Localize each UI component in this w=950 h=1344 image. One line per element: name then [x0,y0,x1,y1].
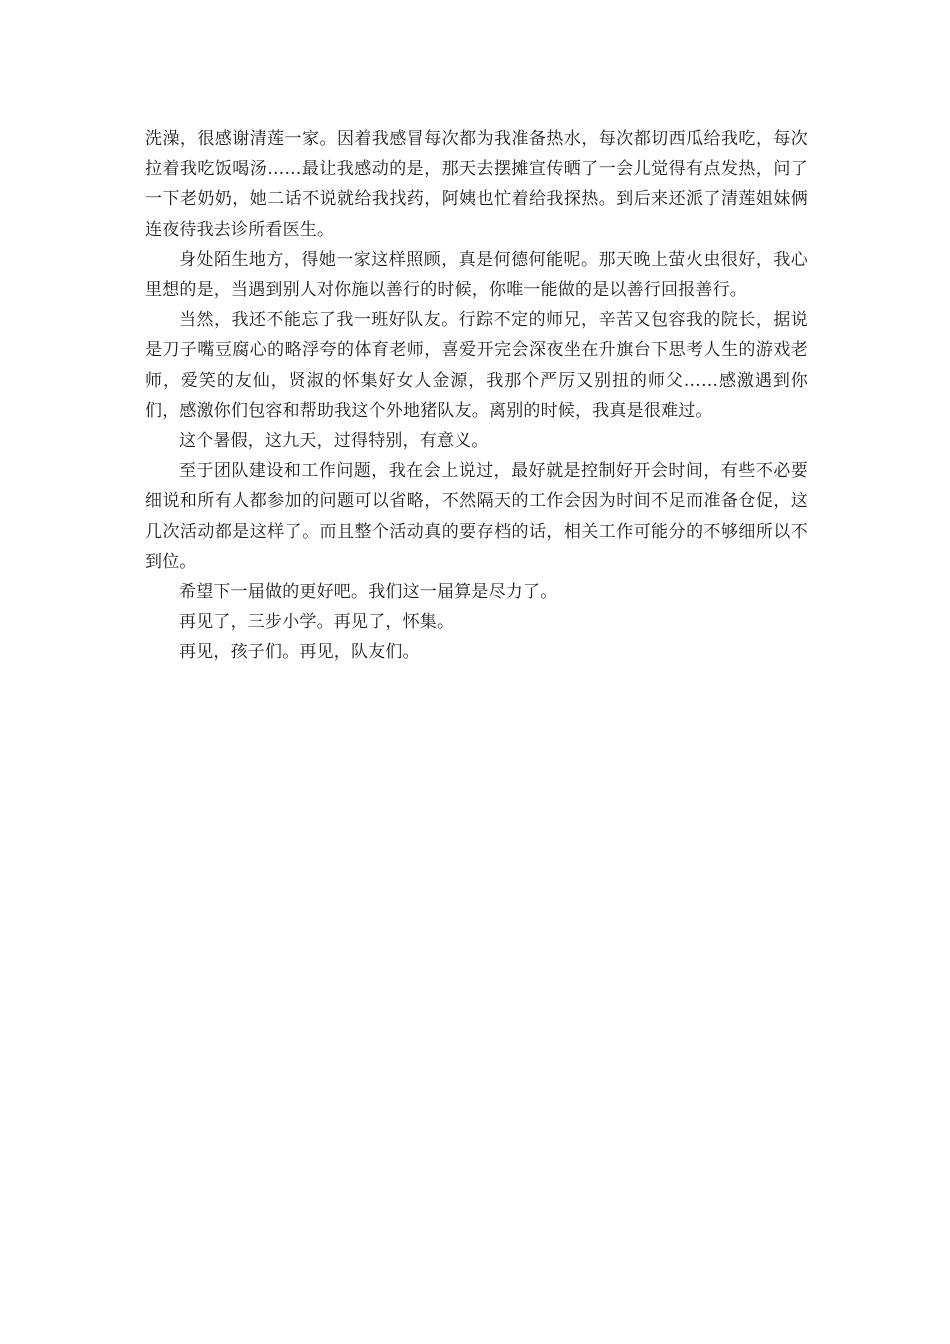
paragraph: 当然，我还不能忘了我一班好队友。行踪不定的师兄，辛苦又包容我的院长，据说是刀子嘴豆腐心的略浮夸的体育老师，喜爱开完会深夜坐在升旗台下思考人生的游戏老师，爱笑的友仙，贤淑的怀集好女人金源，我那个严厉又别扭的师父……感激遇到你们，感激你们包容和帮助我这个外地猪队友。离别的时候，我真是很难过。 [145,310,808,421]
paragraph: 再见了，三步小学。再见了，怀集。 [179,612,455,633]
paragraph: 这个暑假，这九天，过得特别，有意义。 [179,431,489,452]
paragraph: 身处陌生地方，得她一家这样照顾，真是何德何能呢。那天晚上萤火虫很好，我心里想的是，当遇到别人对你施以善行的时候，你唯一能做的是以善行回报善行。 [145,249,808,301]
paragraph: 至于团队建设和工作问题，我在会上说过，最好就是控制好开会时间，有些不必要细说和所有人都参加的问题可以省略，不然隔天的工作会因为时间不足而准备仓促，这几次活动都是这样了。而且整个活动真的要存档的话，相关工作可能分的不够细所以不到位。 [145,461,808,572]
paragraph: 希望下一届做的更好吧。我们这一届算是尽力了。 [179,582,558,603]
document-body [145,124,808,668]
paragraph: 再见，孩子们。再见，队友们。 [179,642,420,663]
paragraph: 洗澡，很感谢清莲一家。因着我感冒每次都为我准备热水，每次都切西瓜给我吃，每次拉着我吃饭喝汤……最让我感动的是，那天去摆摊宣传晒了一会儿觉得有点发热，问了一下老奶奶，她二话不说就给我找药，阿姨也忙着给我探热。到后来还派了清莲姐妹俩连夜待我去诊所看医生。 [145,129,808,240]
